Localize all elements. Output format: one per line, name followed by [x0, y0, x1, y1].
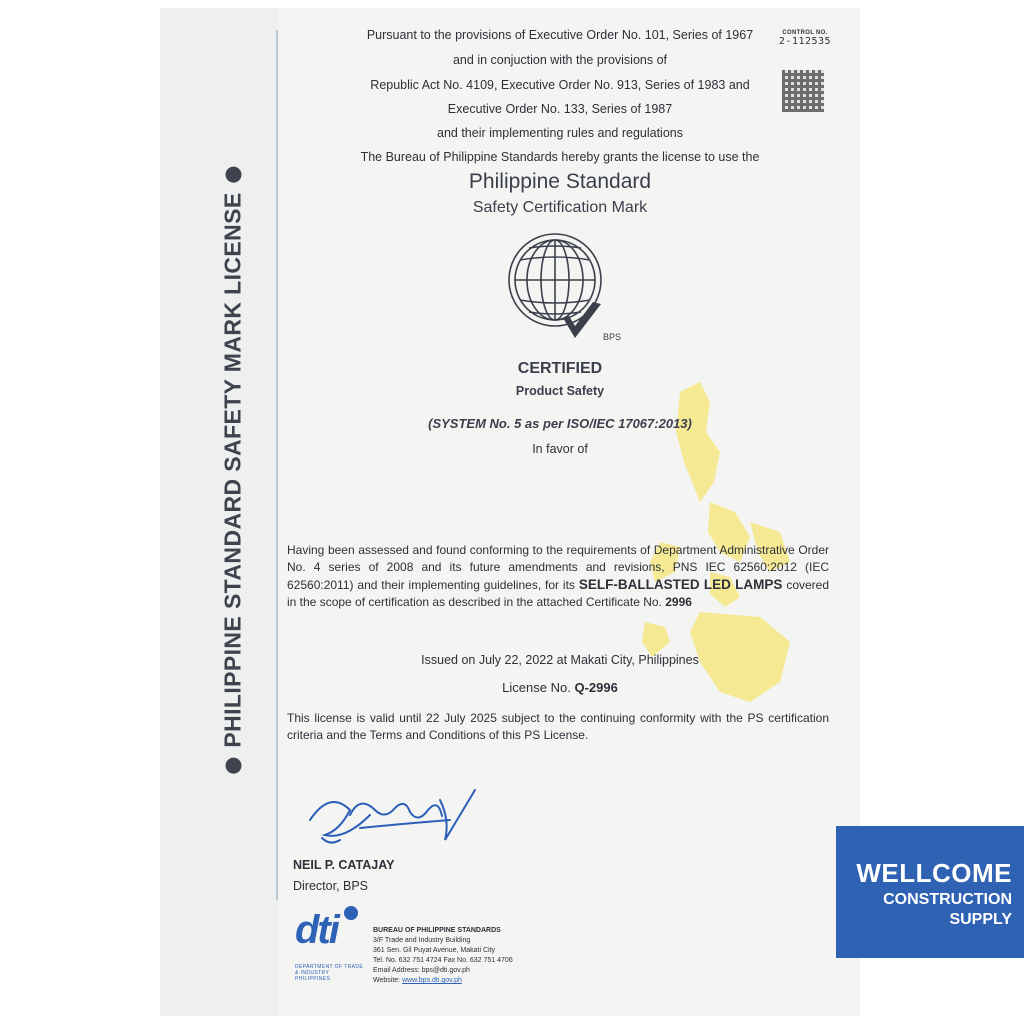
- bps-website-link[interactable]: www.bps.dti.gov.ph: [402, 977, 462, 984]
- side-divider: [276, 30, 278, 900]
- certified-heading: CERTIFIED: [517, 360, 603, 377]
- assessment-text: covered in the scope of certification as described in the attached Certificate No.: [287, 578, 830, 609]
- dti-dept-text: DEPARTMENT OF TRADE & INDUSTRY: [295, 964, 364, 976]
- license-label: License No.: [502, 680, 575, 695]
- preamble-line: Republic Act No. 4109, Executive Order No. 913, Series of 1983 and: [370, 78, 750, 92]
- preamble-line: The Bureau of Philippine Standards hereby grants the license to use the: [360, 150, 760, 164]
- bps-name: BUREAU OF PHILIPPINE STANDARDS: [373, 927, 501, 934]
- mark-subtitle: Safety Certification Mark: [472, 199, 648, 216]
- product-name: SELF-BALLASTED LED LAMPS: [578, 577, 783, 592]
- license-line: [280, 680, 840, 695]
- in-favor-of-label: In favor of: [532, 442, 588, 456]
- bullet-icon: [225, 758, 241, 774]
- signer-title: Director, BPS: [293, 879, 369, 893]
- bullet-icon: [225, 166, 241, 182]
- dti-globe-icon: [344, 906, 358, 920]
- dti-country-text: PHILIPPINES: [295, 976, 331, 982]
- badge-line-2: CONSTRUCTION: [883, 891, 1012, 908]
- ps-mark-globe-icon: [495, 228, 635, 348]
- product-safety-label: Product Safety: [515, 384, 605, 398]
- bps-email: Email Address: bps@dti.gov.ph: [373, 967, 470, 974]
- assessment-paragraph: [287, 542, 829, 611]
- issued-line: Issued on July 22, 2022 at Makati City, Philippines: [421, 653, 699, 667]
- preamble-line: and in conjuction with the provisions of: [452, 53, 667, 67]
- badge-line-1: WELLCOME: [856, 858, 1012, 888]
- bps-line: Tel. No. 632 751 4724 Fax No. 632 751 4706: [373, 957, 513, 964]
- system-label: (SYSTEM No. 5 as per ISO/IEC 17067:2013): [428, 416, 692, 431]
- wellcome-badge: [836, 826, 1024, 958]
- validity-paragraph: This license is valid until 22 July 2025 subject to the continuing conformity with the PS certification criteria and the Terms and Conditions of this PS License.: [287, 711, 829, 742]
- bps-line: 3/F Trade and Industry Building: [373, 937, 471, 944]
- preamble-line: Pursuant to the provisions of Executive Order No. 101, Series of 1967: [366, 28, 754, 42]
- logo-text: BPS: [603, 332, 622, 342]
- certificate-number: 2996: [665, 595, 692, 609]
- preamble-line: Executive Order No. 133, Series of 1987: [447, 102, 673, 116]
- assessment-text: Having been assessed and found conforming to the requirements of Department Administrative Order No. 4 series of 2008 and its future amendments and revisions, PNS IEC 62560:2012 (IEC 62560:2011) and their implementing guidelines, for its: [287, 543, 829, 592]
- bps-address: [373, 926, 513, 986]
- side-title-text: PHILIPPINE STANDARD SAFETY MARK LICENSE: [219, 192, 246, 748]
- control-value: 2-112535: [778, 36, 832, 47]
- bps-website-row: [373, 976, 513, 986]
- control-label: CONTROL NO.: [782, 30, 828, 36]
- dti-logo: dti: [295, 908, 338, 952]
- signer-name: NEIL P. CATAJAY: [293, 858, 395, 872]
- signature-icon: [300, 780, 490, 855]
- mark-title: Philippine Standard: [468, 170, 652, 193]
- dti-department-label: [295, 964, 365, 982]
- bps-line: 361 Sen. Gil Puyat Avenue, Makati City: [373, 947, 496, 954]
- badge-line-3: SUPPLY: [949, 911, 1012, 928]
- bps-website-label: Website:: [373, 977, 403, 984]
- preamble-line: and their implementing rules and regulations: [437, 126, 683, 140]
- license-number: Q-2996: [574, 680, 618, 695]
